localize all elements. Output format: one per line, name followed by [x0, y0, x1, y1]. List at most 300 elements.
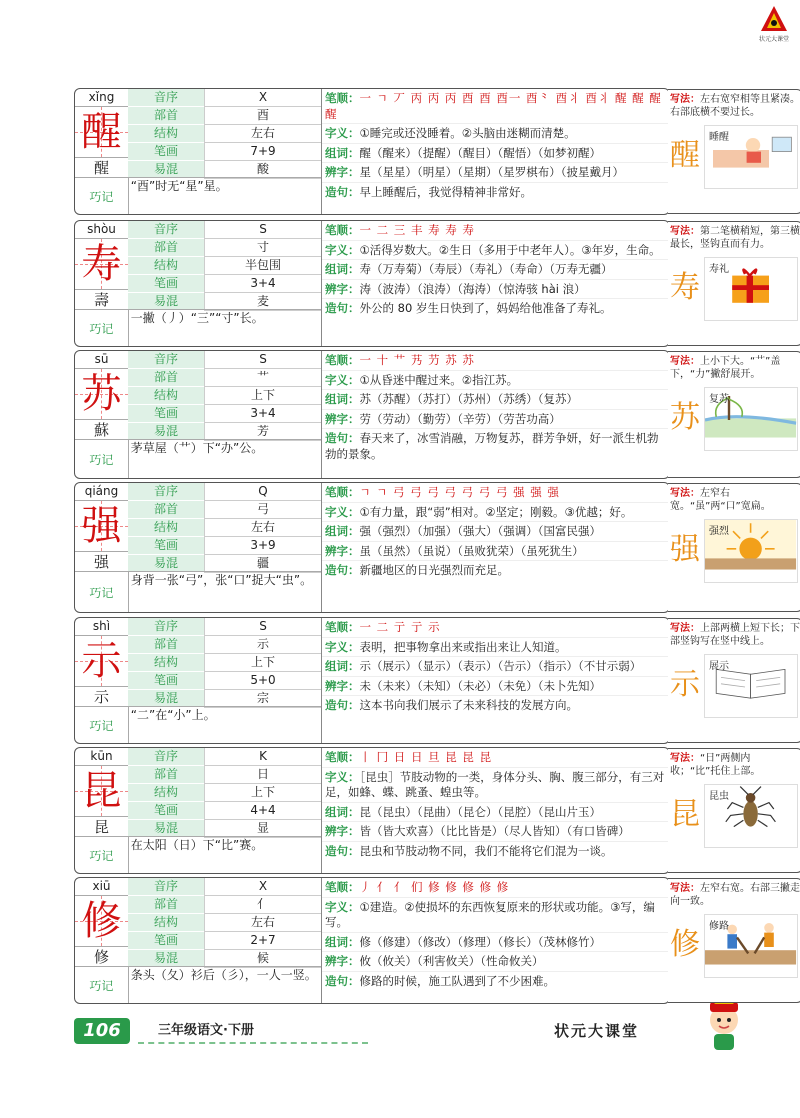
word-formation-label: 组词：: [325, 262, 360, 276]
mnemonic-label: 巧记: [89, 849, 114, 863]
word-formation-text: 苏（苏醒）（苏打）（苏州）（苏绣）（复苏）: [359, 392, 578, 406]
writing-tip-text: 左右宽窄相等且紧凑。右部底横不要过长。: [670, 94, 800, 118]
initial-letter-label: 音序: [128, 89, 204, 107]
character-distinction-text: 涛（波涛）（浪涛）（海涛）（惊涛骇 hài 浪）: [359, 281, 586, 296]
traditional-character: 强: [93, 553, 109, 571]
character-distinction-label: 辨字：: [325, 411, 360, 426]
char-card-qiáng: [74, 482, 670, 613]
character-glyph: 寿: [81, 241, 122, 287]
writing-tip-text: 左窄右宽。“虽”两“口”宽扁。: [670, 488, 771, 512]
stroke-order-row: [322, 351, 670, 371]
word-formation-label: 组词：: [325, 392, 360, 406]
word-formation-label: 组词：: [325, 524, 360, 538]
meaning-row: [322, 241, 670, 261]
meaning-row: [322, 124, 670, 144]
illustration: [704, 784, 798, 848]
mnemonic-text: “酉”时无“星”星。: [128, 178, 321, 215]
example-sentence-row: [322, 972, 670, 991]
structure-label: 结构: [128, 257, 204, 275]
illustration-caption: 睡醒: [709, 132, 729, 143]
main-character: [75, 369, 128, 420]
stroke-order-text: 一 十 艹 艿 芀 苏 苏: [359, 353, 475, 367]
word-formation-text: 强（强烈）（加强）（强大）（强调）（国富民强）: [359, 524, 601, 538]
char-info-column: [75, 618, 128, 708]
confusable-char-value: 麦: [204, 293, 321, 311]
stroke-count-label: 笔画: [128, 405, 204, 423]
char-info-column: [75, 351, 128, 441]
writing-tip-text: “日”两侧内收；“比”托住上部。: [670, 753, 761, 777]
char-info-column: [75, 878, 128, 968]
word-formation-row: [322, 144, 670, 164]
word-formation-row: [322, 390, 670, 410]
character-distinction-label: 辨字：: [325, 543, 360, 558]
illustration: [704, 519, 798, 583]
illustration-caption: 展示: [709, 661, 729, 672]
properties-column: [128, 618, 321, 708]
example-sentence-label: 造句：: [325, 563, 360, 577]
character-glyph: 醒: [81, 109, 122, 155]
meaning-text: ①有力量，跟“弱”相对。②坚定；刚毅。③优越；好。: [359, 504, 633, 519]
stroke-count-value: 4+4: [204, 802, 321, 820]
character-distinction-row: [322, 163, 670, 183]
radical-value: 弓: [204, 501, 321, 519]
stroke-count-label: 笔画: [128, 275, 204, 293]
example-sentence-text: 修路的时候，施工队遇到了不少困难。: [359, 973, 555, 988]
writing-tip-label: 写法：: [670, 94, 700, 105]
confusable-char-label: 易混: [128, 161, 204, 179]
stroke-order-row: [322, 878, 670, 898]
detail-column: [321, 221, 670, 346]
stroke-count-label: 笔画: [128, 672, 204, 690]
writing-char: 寿: [670, 270, 700, 305]
stroke-order-label: 笔顺：: [325, 91, 360, 105]
example-sentence-label: 造句：: [325, 973, 360, 988]
example-sentence-label: 造句：: [325, 184, 360, 199]
confusable-char-label: 易混: [128, 555, 204, 573]
stroke-order-label: 笔顺：: [325, 880, 360, 894]
word-formation-row: [322, 933, 670, 953]
properties-grid: [128, 618, 321, 708]
stroke-order-text: 丨 冂 日 日 旦 昆 昆 昆: [359, 750, 493, 764]
example-sentence-row: [322, 299, 670, 318]
word-formation-text: 醒（醒来）（提醒）（醒目）（醒悟）（如梦初醒）: [359, 145, 601, 160]
example-sentence-text: 早上睡醒后，我觉得精神非常好。: [359, 184, 532, 199]
detail-column: [321, 748, 670, 873]
mnemonic-label: 巧记: [89, 586, 114, 600]
pinyin: shì: [75, 618, 128, 636]
meaning-label: 字义：: [325, 372, 360, 387]
traditional-character: 昆: [93, 818, 109, 836]
word-formation-row: [322, 260, 670, 280]
writing-char: 强: [670, 532, 700, 567]
detail-column: [321, 878, 670, 1003]
properties-column: [128, 878, 321, 968]
character-distinction-text: 劳（劳动）（勤劳）（辛劳）（劳苦功高）: [359, 411, 561, 426]
mnemonic-row: [75, 177, 321, 215]
structure-label: 结构: [128, 654, 204, 672]
main-character: [75, 896, 128, 947]
example-sentence-text: 春天来了，冰雪消融，万物复苏，群芳争妍，好一派生机勃勃的景象。: [325, 431, 659, 461]
initial-letter-value: S: [204, 351, 321, 369]
confusable-char-label: 易混: [128, 820, 204, 838]
char-info-column: [75, 748, 128, 838]
mascot-icon: [694, 994, 754, 1054]
properties-column: [128, 89, 321, 179]
stroke-order-label: 笔顺：: [325, 750, 360, 764]
meaning-row: [322, 503, 670, 523]
structure-value: 左右: [204, 519, 321, 537]
mnemonic-text: 一撇（丿）“三”“寸”长。: [128, 310, 321, 347]
illustration-caption: 寿礼: [709, 264, 729, 275]
stroke-order-text: ㄱ ㄱ 弓 弓 弓 弓 弓 弓 弓 强 强 强: [359, 485, 560, 499]
structure-label: 结构: [128, 125, 204, 143]
example-sentence-row: [322, 183, 670, 202]
traditional-character: 修: [93, 948, 109, 966]
initial-letter-value: S: [204, 221, 321, 239]
illustration: [704, 387, 798, 451]
structure-value: 上下: [204, 387, 321, 405]
meaning-text: 表明，把事物拿出来或指出来让人知道。: [359, 639, 567, 654]
word-formation-row: [322, 657, 670, 677]
writing-tip-text: 上小下大。“艹”盖下，“力”撇舒展开。: [670, 356, 781, 380]
stroke-count-label: 笔画: [128, 143, 204, 161]
brand-logo: [752, 4, 796, 48]
meaning-label: 字义：: [325, 899, 360, 914]
pinyin: shòu: [75, 221, 128, 239]
example-sentence-label: 造句：: [325, 301, 360, 315]
page-number: 106: [74, 1018, 130, 1044]
structure-value: 半包围: [204, 257, 321, 275]
char-info-column: [75, 483, 128, 573]
confusable-char-label: 易混: [128, 950, 204, 968]
stroke-count-label: 笔画: [128, 802, 204, 820]
writing-tip: [668, 619, 800, 652]
character-distinction-label: 辨字：: [325, 281, 360, 296]
example-sentence-text: 外公的 80 岁生日快到了，妈妈给他准备了寿礼。: [359, 301, 612, 315]
example-sentence-text: 昆虫和节肢动物不同，我们不能将它们混为一谈。: [359, 843, 613, 858]
main-character: [75, 239, 128, 290]
pinyin: sū: [75, 351, 128, 369]
main-character: [75, 636, 128, 687]
character-glyph: 示: [81, 638, 122, 684]
writing-tip-panel: [668, 878, 800, 1003]
character-distinction-row: [322, 677, 670, 697]
char-info-column: [75, 89, 128, 179]
writing-tip-panel: [668, 483, 800, 612]
writing-tip-label: 写法：: [670, 623, 700, 634]
stroke-order-text: 一 ㄱ 丆 丙 丙 丙 酉 酉 酉⼀ 酉⺀ 酉⺦ 酉⺦ 醒 醒 醒 醒: [325, 91, 662, 121]
pinyin: xǐng: [75, 89, 128, 107]
structure-label: 结构: [128, 784, 204, 802]
word-formation-label: 组词：: [325, 804, 360, 819]
meaning-text: ①建造。②使损坏的东西恢复原来的形状或功能。③写，编写。: [325, 899, 655, 929]
structure-value: 上下: [204, 654, 321, 672]
illustration: [704, 257, 798, 321]
stroke-count-value: 2+7: [204, 932, 321, 950]
character-distinction-row: [322, 280, 670, 300]
structure-label: 结构: [128, 387, 204, 405]
character-glyph: 强: [81, 503, 122, 549]
word-formation-text: 昆（昆虫）（昆曲）（昆仑）（昆腔）（昆山片玉）: [359, 804, 601, 819]
page-footer: [74, 1018, 754, 1048]
radical-label: 部首: [128, 239, 204, 257]
character-distinction-text: 皆（皆大欢喜）（比比皆是）（尽人皆知）（有口皆碑）: [359, 824, 630, 838]
writing-tip-label: 写法：: [670, 488, 700, 499]
char-card-xiū: [74, 877, 670, 1004]
traditional-character: 蘇: [93, 421, 109, 439]
stroke-count-value: 5+0: [204, 672, 321, 690]
structure-value: 左右: [204, 914, 321, 932]
writing-tip-text: 上部两横上短下长；下部竖钩写在竖中线上。: [670, 623, 800, 647]
character-distinction-label: 辨字：: [325, 824, 360, 838]
confusable-char-value: 疆: [204, 555, 321, 573]
initial-letter-value: X: [204, 89, 321, 107]
radical-label: 部首: [128, 896, 204, 914]
example-sentence-row: [322, 561, 670, 580]
mnemonic-label: 巧记: [89, 322, 114, 336]
initial-letter-label: 音序: [128, 221, 204, 239]
brand-name: 状元大课堂: [554, 1022, 640, 1040]
meaning-text: ［昆虫］节肢动物的一类，身体分头、胸、腹三部分，有三对足，如蜂、蝶、跳蚤、蝗虫等。: [325, 769, 665, 799]
mnemonic-text: 身背一张“弓”，张“口”捉大“虫”。: [128, 572, 321, 613]
writing-tip-label: 写法：: [670, 226, 700, 237]
mnemonic-row: [75, 439, 321, 479]
example-sentence-label: 造句：: [325, 843, 360, 858]
character-distinction-row: [322, 822, 670, 842]
meaning-text: ①从昏迷中醒过来。②指江苏。: [359, 372, 519, 387]
writing-tip-panel: [668, 221, 800, 346]
properties-grid: [128, 878, 321, 968]
character-glyph: 修: [81, 898, 122, 944]
radical-label: 部首: [128, 501, 204, 519]
writing-tip: [668, 90, 800, 123]
detail-column: [321, 89, 670, 214]
confusable-char-label: 易混: [128, 423, 204, 441]
stroke-count-value: 3+4: [204, 275, 321, 293]
character-distinction-label: 辨字：: [325, 954, 360, 968]
stroke-order-label: 笔顺：: [325, 620, 360, 634]
mountain-logo-icon: [759, 4, 789, 34]
confusable-char-value: 候: [204, 950, 321, 968]
radical-label: 部首: [128, 766, 204, 784]
structure-value: 左右: [204, 125, 321, 143]
illustration: [704, 125, 798, 189]
structure-value: 上下: [204, 784, 321, 802]
meaning-label: 字义：: [325, 769, 360, 784]
initial-letter-value: Q: [204, 483, 321, 501]
stroke-order-row: [322, 618, 670, 638]
main-character: [75, 766, 128, 817]
writing-tip: [668, 352, 800, 385]
character-distinction-label: 辨字：: [325, 678, 360, 693]
meaning-label: 字义：: [325, 639, 360, 654]
structure-label: 结构: [128, 519, 204, 537]
char-card-shì: [74, 617, 670, 744]
character-distinction-row: [322, 542, 670, 562]
writing-char: 示: [670, 667, 700, 702]
character-distinction-row: [322, 952, 670, 972]
char-info-column: [75, 221, 128, 311]
radical-value: 亻: [204, 896, 321, 914]
properties-grid: [128, 351, 321, 441]
main-character: [75, 107, 128, 158]
radical-value: 酉: [204, 107, 321, 125]
initial-letter-label: 音序: [128, 878, 204, 896]
radical-label: 部首: [128, 107, 204, 125]
illustration-caption: 修路: [709, 921, 729, 932]
character-distinction-text: 虽（虽然）（虽说）（虽败犹荣）（虽死犹生）: [359, 543, 584, 558]
char-card-kūn: [74, 747, 670, 874]
word-formation-label: 组词：: [325, 145, 360, 160]
initial-letter-value: X: [204, 878, 321, 896]
char-card-sū: [74, 350, 670, 479]
writing-tip-panel: [668, 748, 800, 873]
character-distinction-label: 辨字：: [325, 165, 360, 179]
radical-label: 部首: [128, 369, 204, 387]
mnemonic-row: [75, 309, 321, 347]
word-formation-row: [322, 522, 670, 542]
meaning-row: [322, 371, 670, 391]
structure-label: 结构: [128, 914, 204, 932]
stroke-order-text: 一 二 三 丰 寿 寿 寿: [359, 223, 475, 237]
writing-char: 修: [670, 927, 700, 962]
word-formation-row: [322, 803, 670, 823]
confusable-char-value: 显: [204, 820, 321, 838]
example-sentence-text: 新疆地区的日光强烈而充足。: [359, 563, 509, 577]
example-sentence-label: 造句：: [325, 431, 360, 445]
mnemonic-text: 在太阳（日）下“比”赛。: [128, 837, 321, 874]
properties-column: [128, 748, 321, 838]
word-formation-label: 组词：: [325, 934, 360, 949]
stroke-count-value: 3+9: [204, 537, 321, 555]
main-character: [75, 501, 128, 552]
stroke-count-label: 笔画: [128, 537, 204, 555]
meaning-text: ①睡完或还没睡着。②头脑由迷糊而清楚。: [359, 126, 576, 140]
word-formation-text: 修（修建）（修改）（修理）（修长）（茂林修竹）: [359, 934, 601, 949]
writing-tip-text: 左窄右宽。右部三撇走向一致。: [670, 883, 800, 907]
example-sentence-row: [322, 696, 670, 715]
detail-column: [321, 483, 670, 612]
stroke-order-row: [322, 221, 670, 241]
detail-column: [321, 618, 670, 743]
illustration: [704, 914, 798, 978]
stroke-order-label: 笔顺：: [325, 485, 360, 499]
initial-letter-label: 音序: [128, 483, 204, 501]
meaning-label: 字义：: [325, 242, 360, 257]
writing-char: 苏: [670, 400, 700, 435]
confusable-char-value: 芳: [204, 423, 321, 441]
writing-tip-panel: [668, 351, 800, 478]
initial-letter-value: K: [204, 748, 321, 766]
stroke-count-value: 7+9: [204, 143, 321, 161]
mnemonic-label: 巧记: [89, 719, 114, 733]
mnemonic-row: [75, 966, 321, 1004]
illustration: [704, 654, 798, 718]
character-distinction-row: [322, 410, 670, 430]
example-sentence-label: 造句：: [325, 698, 360, 712]
pinyin: xiū: [75, 878, 128, 896]
character-glyph: 昆: [81, 768, 122, 814]
meaning-label: 字义：: [325, 126, 360, 140]
writing-tip: [668, 222, 800, 255]
meaning-row: [322, 638, 670, 658]
logo-text: 状元大课堂: [758, 36, 789, 43]
properties-grid: [128, 483, 321, 573]
char-card-shòu: [74, 220, 670, 347]
properties-grid: [128, 89, 321, 179]
mnemonic-text: 茅草屋（艹）下“办”公。: [128, 440, 321, 479]
mnemonic-label: 巧记: [89, 979, 114, 993]
char-card-xǐng: [74, 88, 670, 215]
mnemonic-row: [75, 571, 321, 613]
stroke-order-row: [322, 748, 670, 768]
confusable-char-value: 宗: [204, 690, 321, 708]
properties-grid: [128, 221, 321, 311]
meaning-row: [322, 898, 670, 933]
example-sentence-row: [322, 429, 670, 463]
stroke-order-row: [322, 483, 670, 503]
initial-letter-label: 音序: [128, 618, 204, 636]
properties-column: [128, 483, 321, 573]
mnemonic-text: “二”在“小”上。: [128, 707, 321, 744]
illustration-caption: 复苏: [709, 394, 729, 405]
writing-tip-text: 第二笔横稍短，第三横最长，竖钩直而有力。: [670, 226, 800, 250]
example-sentence-text: 这本书向我们展示了未来科技的发展方向。: [359, 698, 578, 712]
traditional-character: 醒: [93, 159, 109, 177]
character-distinction-text: 星（星星）（明星）（星期）（星罗棋布）（披星戴月）: [359, 165, 624, 179]
radical-value: 示: [204, 636, 321, 654]
pinyin: qiáng: [75, 483, 128, 501]
properties-column: [128, 351, 321, 441]
radical-value: 日: [204, 766, 321, 784]
word-formation-label: 组词：: [325, 659, 360, 673]
character-distinction-text: 攸（攸关）（利害攸关）（性命攸关）: [359, 954, 544, 968]
traditional-character: 壽: [93, 291, 109, 309]
detail-column: [321, 351, 670, 478]
writing-tip-label: 写法：: [670, 753, 700, 764]
book-title: 三年级语文·下册: [138, 1020, 368, 1044]
writing-tip-panel: [668, 618, 800, 743]
radical-value: 寸: [204, 239, 321, 257]
writing-tip-panel: [668, 89, 800, 214]
writing-tip: [668, 749, 800, 782]
properties-grid: [128, 748, 321, 838]
traditional-character: 示: [93, 688, 109, 706]
pinyin: kūn: [75, 748, 128, 766]
stroke-count-value: 3+4: [204, 405, 321, 423]
meaning-text: ①活得岁数大。②生日（多用于中老年人）。③年岁，生命。: [359, 242, 661, 257]
writing-char: 醒: [670, 138, 700, 173]
stroke-order-label: 笔顺：: [325, 223, 360, 237]
mnemonic-row: [75, 706, 321, 744]
stroke-count-label: 笔画: [128, 932, 204, 950]
character-glyph: 苏: [81, 371, 122, 417]
mnemonic-label: 巧记: [89, 190, 114, 204]
writing-tip-label: 写法：: [670, 883, 700, 894]
writing-tip-label: 写法：: [670, 356, 700, 367]
writing-tip: [668, 879, 800, 912]
mnemonic-label: 巧记: [89, 453, 114, 467]
initial-letter-label: 音序: [128, 748, 204, 766]
radical-value: 艹: [204, 369, 321, 387]
word-formation-text: 寿（万寿菊）（寿辰）（寿礼）（寿命）（万寿无疆）: [359, 262, 613, 276]
stroke-order-label: 笔顺：: [325, 353, 360, 367]
properties-column: [128, 221, 321, 311]
confusable-char-value: 酸: [204, 161, 321, 179]
writing-tip: [668, 484, 800, 517]
meaning-label: 字义：: [325, 504, 360, 519]
meaning-row: [322, 768, 670, 803]
